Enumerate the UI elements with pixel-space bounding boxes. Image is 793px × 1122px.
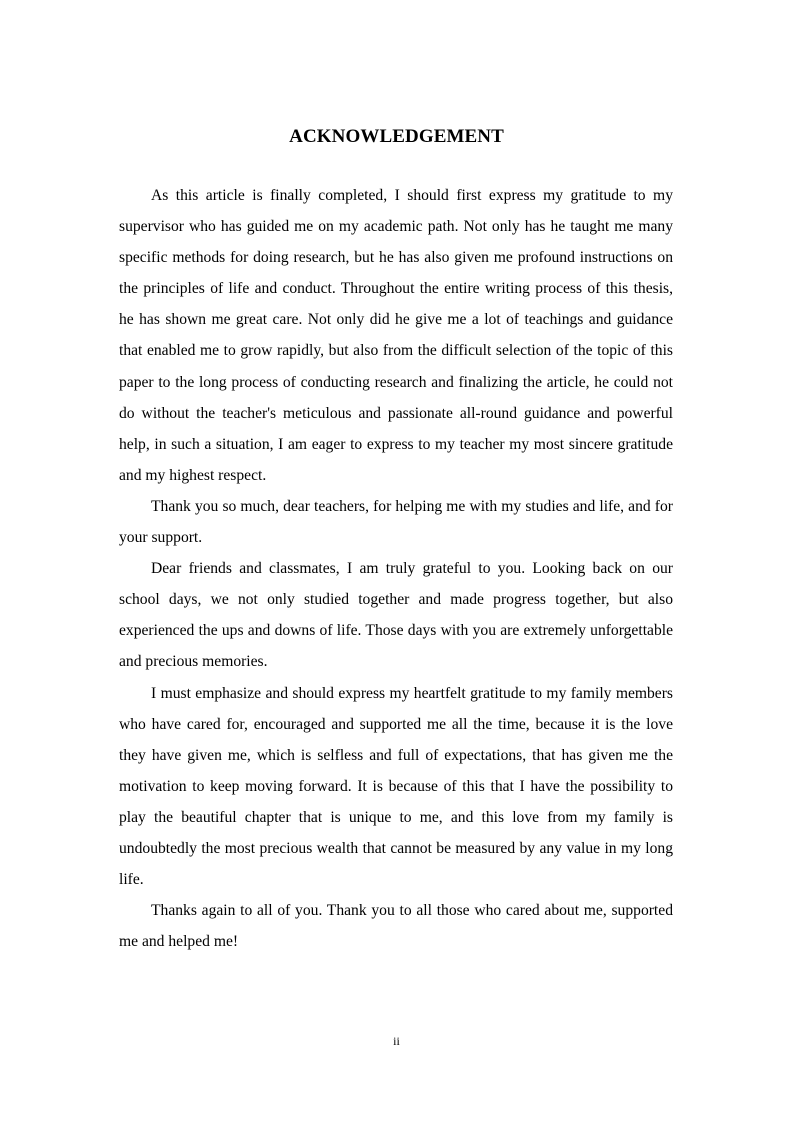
paragraph-teachers: Thank you so much, dear teachers, for helping me with my studies and life, and for your support. <box>119 497 673 547</box>
page-title: ACKNOWLEDGEMENT <box>289 126 504 147</box>
paragraph-friends: Dear friends and classmates, I am truly grateful to you. Looking back on our school days, we not only studied together and made progress together, but also experienced the ups and downs of life. Those days with you are extremely unforgettable and precious memories. <box>119 560 673 671</box>
paragraph-supervisor: As this article is finally completed, I should first express my gratitude to my supervisor who has guided me on my academic path. Not only has he taught me many specific methods for doing research, but he has also given me profound instructions on the principles of life and conduct. Throughout the entire writing process of this thesis, he has shown me great care. Not only did he give me a lot of teachings and guidance that enabled me to grow rapidly, but also from the difficult selection of the topic of this paper to the long process of conducting research and finalizing the article, he could not do without the teacher's meticulous and passionate all-round guidance and powerful help, in such a situation, I am eager to express to my teacher my most sincere gratitude and my highest respect. <box>119 187 673 484</box>
paragraph-family: I must emphasize and should express my heartfelt gratitude to my family members who have cared for, encouraged and supported me all the time, because it is the love they have given me, which is selfless and full of expectations, that has given me the motivation to keep moving forward. It is because of this that I have the possibility to play the beautiful chapter that is unique to me, and this love from my family is undoubtedly the most precious wealth that cannot be measured by any value in my long life. <box>119 684 673 889</box>
paragraph-closing: Thanks again to all of you. Thank you to all those who cared about me, supported me and helped me! <box>119 902 673 951</box>
page-number: ii <box>393 1034 400 1048</box>
acknowledgement-body <box>119 180 673 957</box>
